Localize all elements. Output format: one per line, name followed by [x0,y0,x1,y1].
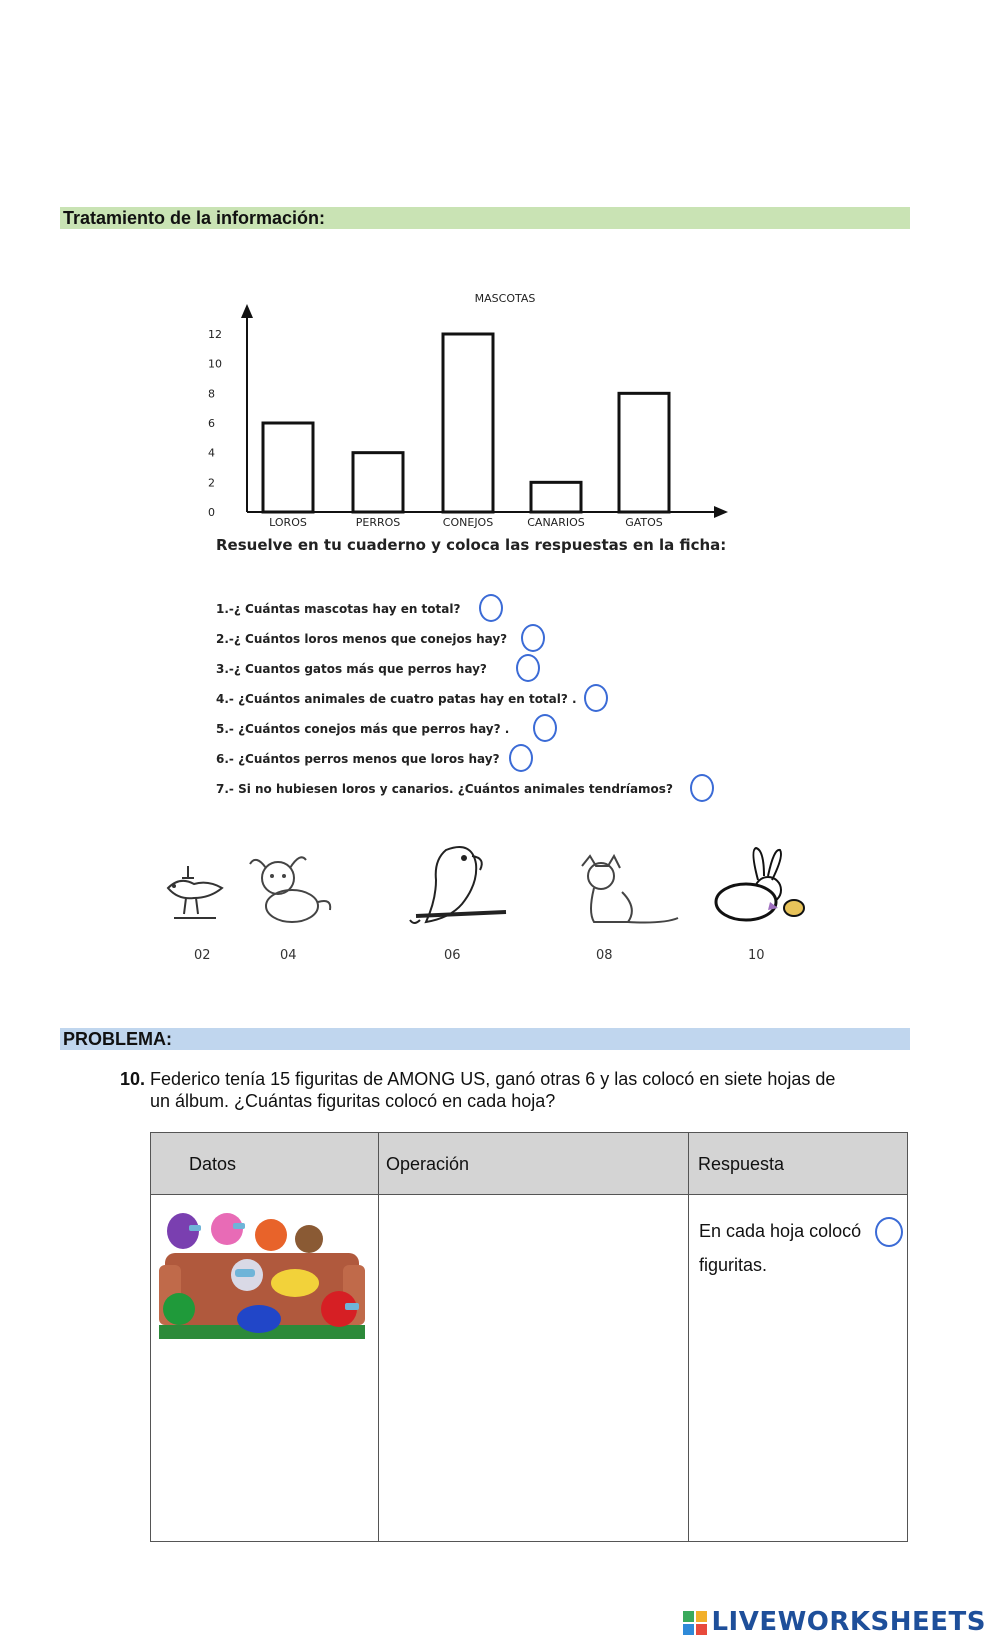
header-datos: Datos [151,1133,378,1195]
animal-number: 02 [194,948,211,963]
column-divider [378,1133,379,1541]
solution-table [150,1132,908,1542]
animal-number: 10 [748,948,765,963]
x-tick-label: PERROS [355,516,401,529]
problem-statement [120,1068,920,1112]
among-us-illustration [159,1213,365,1339]
problem-number: 10. [120,1069,146,1089]
question-3: 3.-¿ Cuantos gatos más que perros hay? [216,662,487,676]
problem-text-line1: Federico tenía 15 figuritas de AMONG US, ganó otras 6 y las colocó en siete hojas de [150,1069,836,1089]
x-axis-arrow [714,506,728,518]
problem-text-line2: un álbum. ¿Cuántas figuritas colocó en cada hoja? [150,1091,556,1111]
mascotas-bar-chart [200,290,740,530]
animal-number: 06 [444,948,461,963]
y-tick-label: 8 [208,387,215,401]
animal-number: 04 [280,948,297,963]
dog-drawing [240,848,340,928]
question-2: 2.-¿ Cuántos loros menos que conejos hay? [216,632,508,646]
parrot-drawing [406,840,510,932]
y-tick-label: 4 [208,446,215,460]
y-tick-label: 2 [208,476,215,490]
animal-number: 08 [596,948,613,963]
header-operacion: Operación [378,1133,688,1195]
bar-conejos [443,334,493,512]
liveworksheets-logo [683,1607,986,1637]
canary-drawing [160,858,232,924]
chart-title: MASCOTAS [474,292,536,305]
liveworksheets-mark-icon [683,1611,707,1635]
answer-input-1[interactable] [479,594,503,622]
header-respuesta: Respuesta [688,1133,907,1195]
answer-input-figuritas[interactable] [875,1217,903,1247]
rabbit-drawing [710,846,820,926]
answer-text-line1: En cada hoja colocó [699,1221,862,1241]
cat-drawing [574,852,684,928]
x-tick-label: CONEJOS [442,516,494,529]
bar-perros [353,453,403,512]
instructions: Resuelve en tu cuaderno y coloca las respuestas en la ficha: [216,536,727,554]
y-tick-label: 12 [208,328,222,341]
question-7: 7.- Si no hubiesen loros y canarios. ¿Cuántos animales tendríamos? [216,782,673,796]
bar-loros [263,423,313,512]
answer-input-5[interactable] [533,714,557,742]
y-tick-label: 6 [208,417,215,430]
section-heading-problema: PROBLEMA: [60,1028,910,1050]
bar-canarios [531,482,581,512]
y-tick-label: 10 [208,357,222,371]
column-divider [688,1133,689,1541]
question-4: 4.- ¿Cuántos animales de cuatro patas hay en total? . [216,692,577,706]
answer-input-2[interactable] [521,624,545,652]
x-tick-label: CANARIOS [527,516,585,529]
question-1: 1.-¿ Cuántas mascotas hay en total? [216,602,461,616]
section-heading-tratamiento: Tratamiento de la información: [60,207,910,229]
bar-gatos [619,393,669,512]
y-tick-label: 0 [208,506,215,519]
x-tick-label: LOROS [269,516,307,529]
answer-text-line2: figuritas. [699,1255,768,1275]
answer-input-7[interactable] [690,774,714,802]
x-tick-label: GATOS [625,516,663,529]
liveworksheets-brand: LIVEWORKSHEETS [711,1607,986,1637]
question-6: 6.- ¿Cuántos perros menos que loros hay? [216,752,500,766]
answer-input-6[interactable] [509,744,533,772]
question-5: 5.- ¿Cuántos conejos más que perros hay? . [216,722,510,736]
y-axis-arrow [241,304,253,318]
answer-input-4[interactable] [584,684,608,712]
answer-input-3[interactable] [516,654,540,682]
